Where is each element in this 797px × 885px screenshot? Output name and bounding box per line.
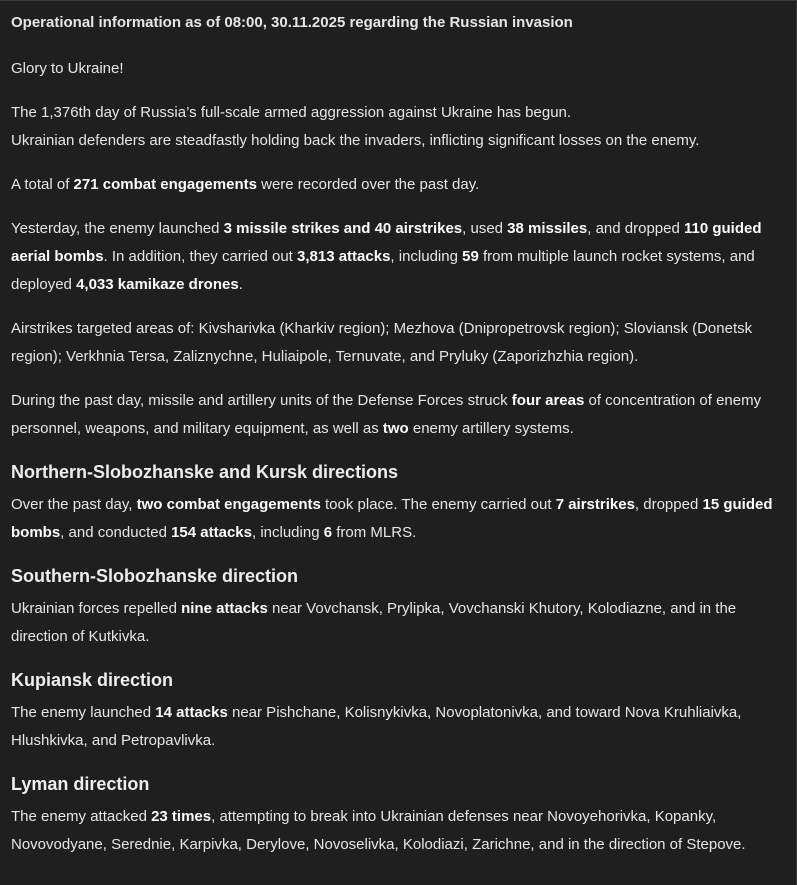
text: . In addition, they carried out — [103, 248, 297, 265]
section-heading-south: Southern-Slobozhanske direction — [11, 566, 299, 586]
text: took place. The enemy carried out — [320, 496, 556, 513]
north-paragraph — [11, 491, 786, 547]
value: 23 times — [151, 808, 212, 825]
text: Yesterday, the enemy launched — [11, 220, 224, 237]
drones-count: 4,033 kamikaze drones — [76, 276, 239, 293]
bombs-count: 110 guided aerial bombs — [11, 220, 762, 265]
text: near Vovchansk, Prylipka, Vovchanski Khutory, Kolodiazne, and in the direction of Kutkivka. — [11, 600, 737, 645]
text: , attempting to break into Ukrainian defenses near Novoyehorivka, Kopanky, Novovodyane, Serednie, Karpivka, Derylove, Novoselivka, Kolodiazi, Zarichne, and in the direction of Stepove. — [11, 808, 746, 853]
text: . — [238, 276, 243, 293]
value: nine attacks — [181, 600, 268, 617]
engagements-count: 271 combat engagements — [73, 176, 257, 193]
section-heading-north: Northern-Slobozhanske and Kursk directions — [11, 462, 399, 482]
intro-line-2: Ukrainian defenders are steadfastly holding back the invaders, inflicting significant losses on the enemy. — [11, 132, 700, 149]
text: The enemy attacked — [11, 808, 152, 825]
text: from MLRS. — [332, 524, 417, 541]
text: A total of — [11, 176, 74, 193]
value: 6 — [323, 524, 333, 541]
value: 15 guided bombs — [11, 496, 773, 541]
text: , including — [252, 524, 324, 541]
attacks-count: 3,813 attacks — [297, 248, 391, 265]
intro-line-1: The 1,376th day of Russia’s full-scale armed aggression against Ukraine has begun. — [11, 104, 572, 121]
lyman-paragraph — [11, 803, 786, 859]
text: , including — [390, 248, 463, 265]
defense-paragraph — [11, 387, 786, 443]
section-heading-lyman: Lyman direction — [11, 774, 150, 794]
yesterday-paragraph — [11, 215, 786, 299]
value: 154 attacks — [171, 524, 252, 541]
section-heading-kupiansk: Kupiansk direction — [11, 670, 174, 690]
report-content — [11, 11, 786, 859]
kupiansk-paragraph — [11, 699, 786, 755]
areas-count: four areas — [511, 392, 585, 409]
value: 7 airstrikes — [555, 496, 635, 513]
text: , used — [462, 220, 508, 237]
text: were recorded over the past day. — [256, 176, 480, 193]
mlrs-count: 59 — [462, 248, 479, 265]
text: The enemy launched — [11, 704, 156, 721]
report-title: Operational information as of 08:00, 30.11.2025 regarding the Russian invasion — [11, 14, 573, 31]
text: , and dropped — [587, 220, 684, 237]
text: , and conducted — [60, 524, 172, 541]
text: During the past day, missile and artillery units of the Defense Forces struck — [11, 392, 512, 409]
value: two combat engagements — [136, 496, 321, 513]
text: enemy artillery systems. — [408, 420, 574, 437]
greeting: Glory to Ukraine! — [11, 60, 124, 77]
airstrikes-paragraph: Airstrikes targeted areas of: Kivsharivka (Kharkiv region); Mezhova (Dnipropetrovsk region); Sloviansk (Donetsk region); Verkhnia Tersa, Zaliznychne, Huliaipole, Ternuvate, and Pryluky (Zaporizhzhia region). — [11, 320, 753, 365]
south-paragraph — [11, 595, 786, 651]
intro-paragraph — [11, 99, 786, 155]
missiles-count: 38 missiles — [507, 220, 588, 237]
total-paragraph — [11, 171, 786, 199]
text: Over the past day, — [11, 496, 137, 513]
artillery-count: two — [382, 420, 409, 437]
text: near Pishchane, Kolisnykivka, Novoplatonivka, and toward Nova Kruhliaivka, Hlushkivka, and Petropavlivka. — [11, 704, 742, 749]
text: , dropped — [634, 496, 703, 513]
value: 14 attacks — [155, 704, 228, 721]
text: Ukrainian forces repelled — [11, 600, 182, 617]
text: from multiple launch rocket systems, and deployed — [11, 248, 755, 293]
text: of concentration of enemy personnel, weapons, and military equipment, as well as — [11, 392, 762, 437]
strikes-count: 3 missile strikes and 40 airstrikes — [223, 220, 463, 237]
